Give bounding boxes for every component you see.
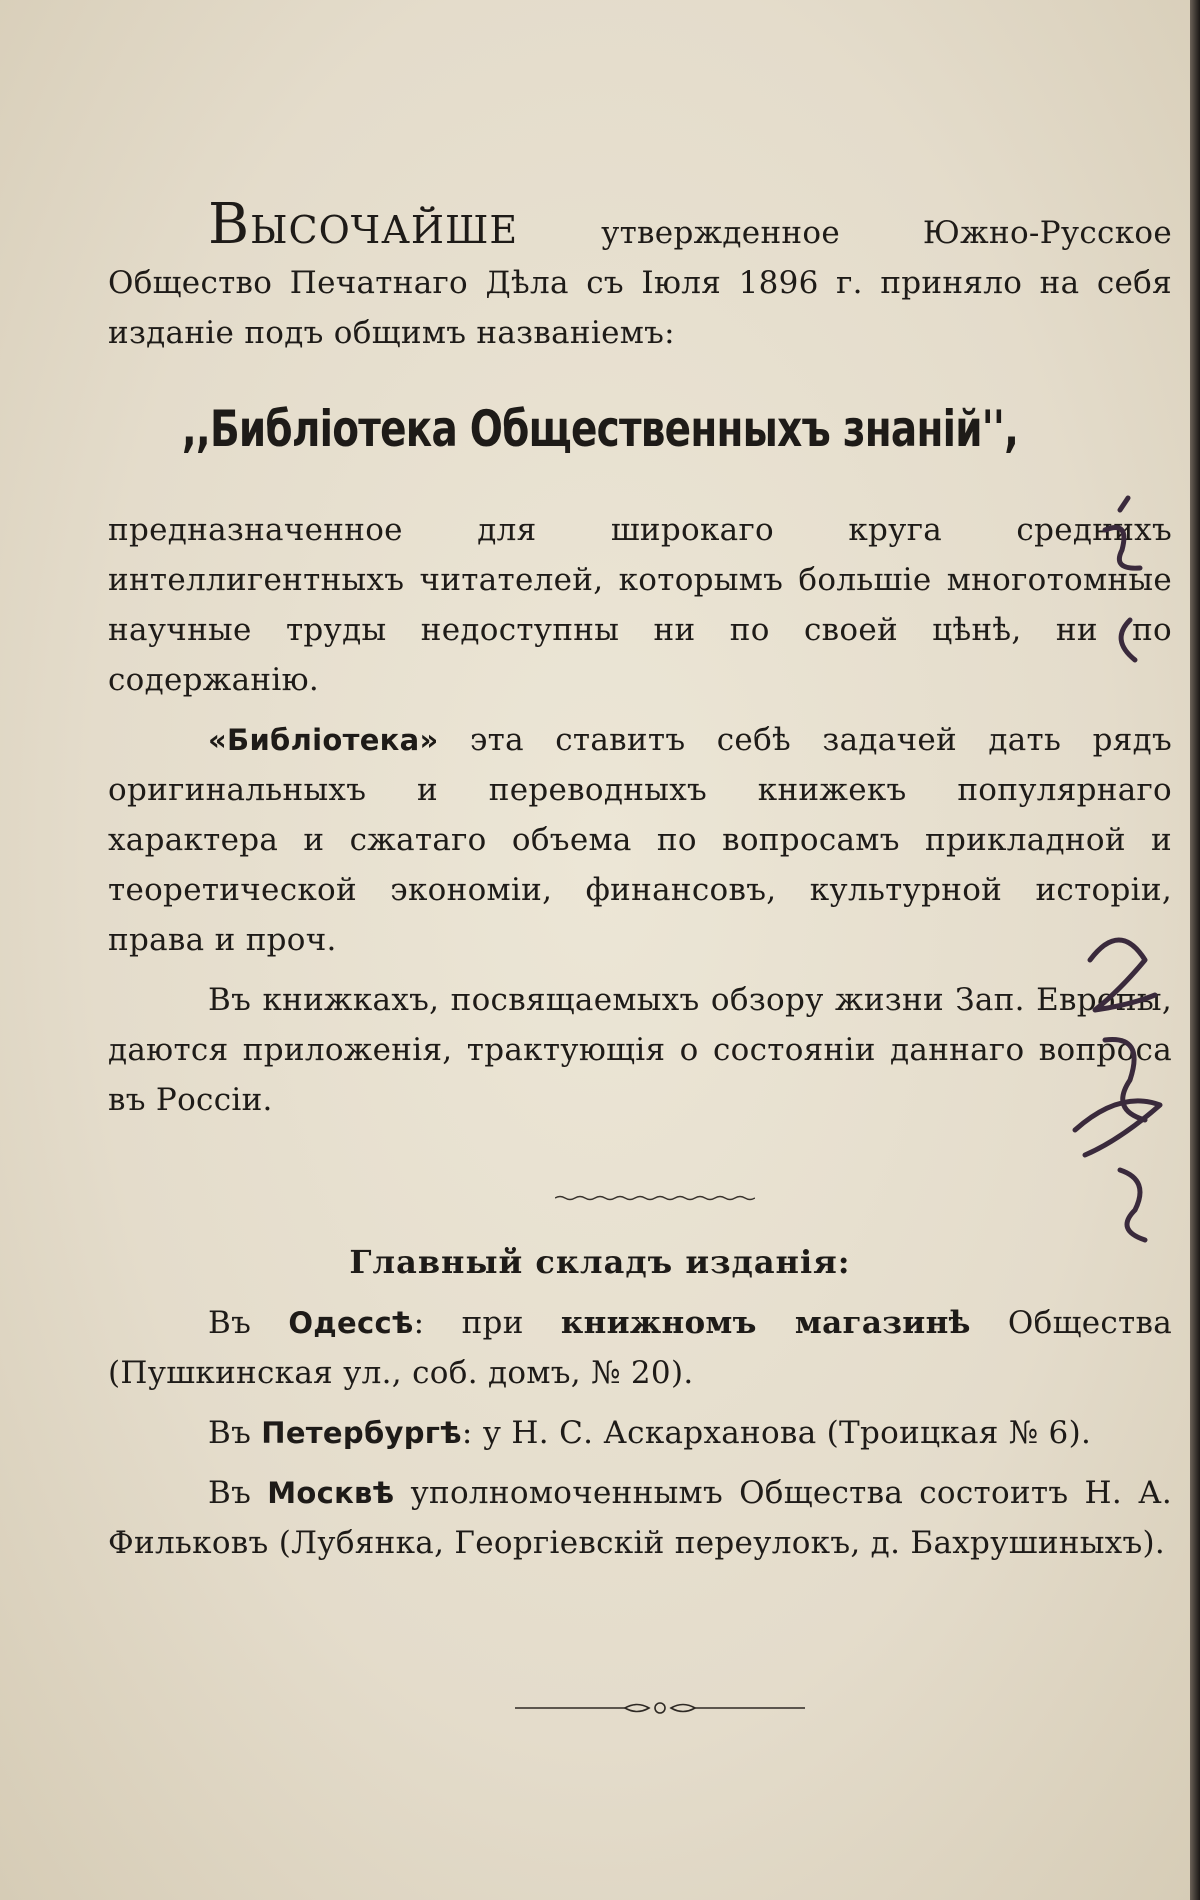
odessa-rest: Общества (Пушкинская ул., соб. домъ, № 20). (108, 1305, 1172, 1391)
moscow-rest: уполномоченнымъ Общества состоитъ Н. А. Фильковъ (Лубянка, Георгіевскій переулокъ, д. Бахрушиныхъ). (108, 1475, 1172, 1561)
description-paragraph-2-text: эта ставитъ себѣ задачей дать рядъ оригинальныхъ и переводныхъ книжекъ популярнаго характера и сжатаго объема по вопросамъ прикладной и теоретической экономіи, финансовъ, культурной исторіи, права и проч. (108, 722, 1172, 958)
handwritten-margin-note (1050, 490, 1200, 1250)
ornament-divider (515, 1700, 805, 1716)
intro-paragraph (108, 192, 1172, 358)
description-paragraph-2 (108, 715, 1172, 965)
description-paragraph-3: Въ книжкахъ, посвящаемыхъ обзору жизни Зап. Европы, даются приложенія, трактующія о состояніи даннаго вопроса въ Россіи. (108, 982, 1172, 1118)
intro-block (108, 192, 1172, 358)
wavy-divider (555, 1195, 755, 1201)
odessa-entry (108, 1298, 1172, 1398)
intro-initial: В (208, 192, 251, 257)
description-block (108, 505, 1172, 1125)
odessa-shop: книжномъ магазинѣ (560, 1305, 971, 1341)
petersburg-prefix: Въ (208, 1415, 262, 1451)
description-paragraph-1: предназначенное для широкаго круга среднихъ интеллигентныхъ читателей, которымъ большіе многотомные научные труды недоступны ни по своей цѣнѣ, ни по содержанію. (108, 512, 1172, 698)
odessa-mid: : при (413, 1305, 561, 1341)
intro-caps: ЫСОЧАЙШЕ (250, 208, 519, 252)
intro-text: утвержденное Южно-Русское Общество Печатнаго Дѣла съ Іюля 1896 г. приняло на себя изданіе подъ общимъ названіемъ: (108, 215, 1172, 351)
library-word: «Библіотека» (208, 723, 439, 757)
petersburg-entry (108, 1408, 1172, 1458)
petersburg-city: Петербургѣ (261, 1416, 462, 1450)
moscow-entry (108, 1468, 1172, 1568)
moscow-city: Москвѣ (267, 1476, 395, 1510)
odessa-city: Одессѣ (288, 1306, 414, 1340)
odessa-prefix: Въ (208, 1305, 289, 1341)
warehouse-block (108, 1298, 1172, 1568)
series-title: ,,Библіотека Общественныхъ знаній'', (181, 400, 1019, 458)
petersburg-rest: : у Н. С. Аскарханова (Троицкая № 6). (461, 1415, 1092, 1451)
warehouse-heading: Главный складъ изданія: (349, 1243, 851, 1281)
moscow-prefix: Въ (208, 1475, 268, 1511)
